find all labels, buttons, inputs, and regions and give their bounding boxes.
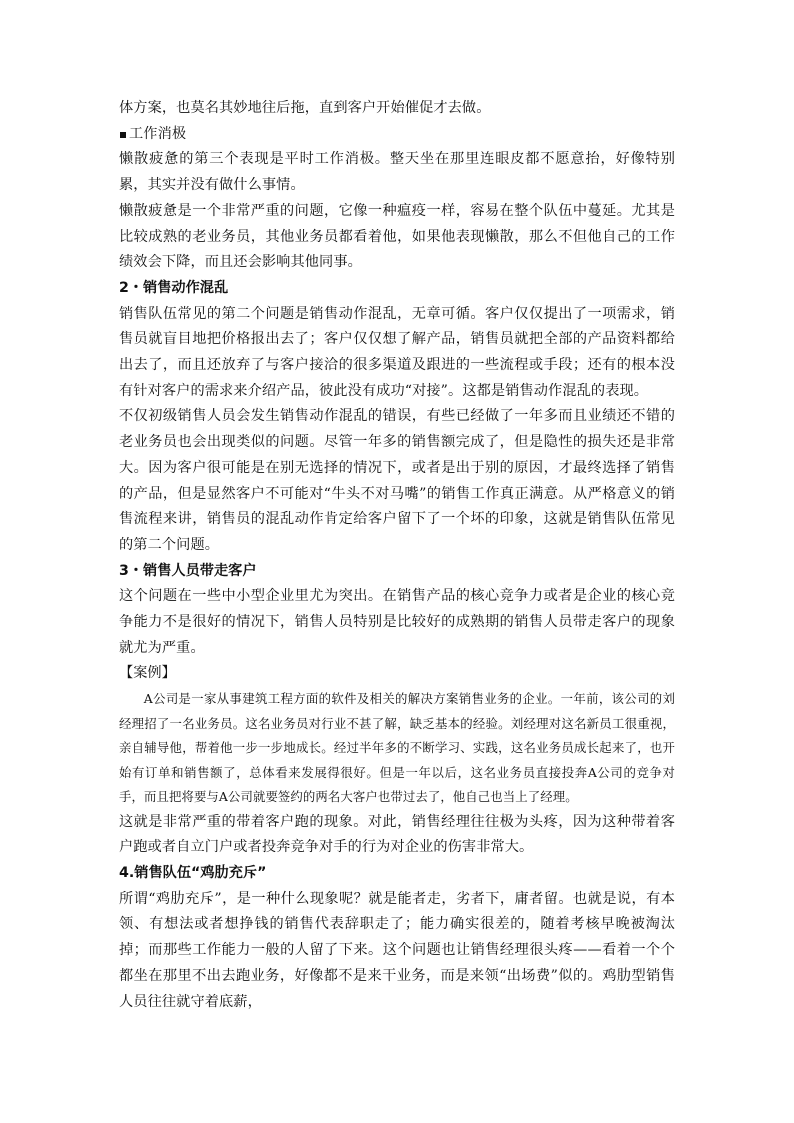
- heading-4: 4.销售队伍“鸡肋充斥”: [119, 865, 267, 882]
- paragraph-lazy-summary: 懒散疲惫是一个非常严重的问题，它像一种瘟疫一样，容易在整个队伍中蔓延。尤其是比较成熟的老业务员，其他业务员都看着他，如果他表现懒散，那么不但他自己的工作绩效会下降，而且还会影响其他同事。: [119, 202, 675, 271]
- sub-heading-lazy: [119, 122, 675, 148]
- heading-2: 2・销售动作混乱: [119, 279, 229, 296]
- square-bullet-icon: [120, 132, 126, 138]
- sub-heading-lazy-label: 工作消极: [129, 125, 187, 142]
- paragraph-lazy-tail: 体方案，也莫名其妙地往后拖，直到客户开始催促才去做。: [119, 100, 491, 116]
- paragraph-2b: 不仅初级销售人员会发生销售动作混乱的错误，有些已经做了一年多而且业绩还不错的老业务员也会出现类似的问题。尽管一年多的销售额完成了，但是隐性的损失还是非常大。因为客户很可能是在别无选择的情况下，或者是出于别的原因，才最终选择了销售的产品，但是显然客户不可能对“牛头不对马嘴”的销售工作真正满意。从严格意义的销售流程来讲，销售员的混乱动作肯定给客户留下了一个坏的印象，这就是销售队伍常见的第二个问题。: [119, 408, 675, 553]
- case-tag: 【案例】: [119, 665, 176, 682]
- paragraph-4a: 所谓“鸡肋充斥”，是一种什么现象呢？就是能者走，劣者下，庸者留。也就是说，有本领、有想法或者想挣钱的销售代表辞职走了；能力确实很差的，随着考核早晚被淘汰掉；而那些工作能力一般的人留了下来。这个问题也让销售经理很头疼——看着一个个都坐在那里不出去跑业务，好像都不是来干业务，而是来领“出场费”似的。鸡肋型销售人员往往就守着底薪，: [119, 890, 675, 1010]
- heading-3: 3・销售人员带走客户: [119, 562, 257, 579]
- paragraph-2a: 销售队伍常见的第二个问题是销售动作混乱，无章可循。客户仅仅提出了一项需求，销售员就盲目地把价格报出去了；客户仅仅想了解产品，销售员就把全部的产品资料都给出去了，而且还放弃了与客户接洽的很多渠道及跟进的一些流程或手段；还有的根本没有针对客户的需求来介绍产品，彼此没有成功“对接”。这都是销售动作混乱的表现。: [119, 305, 675, 399]
- case-box: [119, 687, 675, 810]
- paragraph-3b: 这就是非常严重的带着客户跑的现象。对此，销售经理往往极为头疼，因为这种带着客户跑或者自立门户或者投奔竞争对手的行为对企业的伤害非常大。: [119, 813, 675, 856]
- paragraph-3a: 这个问题在一些中小型企业里尤为突出。在销售产品的核心竞争力或者是企业的核心竞争能力不是很好的情况下，销售人员特别是比较好的成熟期的销售人员带走客户的现象就尤为严重。: [119, 588, 675, 656]
- case-text: A公司是一家从事建筑工程方面的软件及相关的解决方案销售业务的企业。一年前，该公司的刘经理招了一名业务员。这名业务员对行业不甚了解，缺乏基本的经验。刘经理对这名新员工很重视，亲自辅导他，帮着他一步一步地成长。经过半年多的不断学习、实践，这名业务员成长起来了，也开始有订单和销售额了，总体看来发展得很好。但是一年以后，这名业务员直接投奔A公司的竞争对手，而且把将要与A公司就要签约的两名大客户也带过去了，他自己也当上了经理。: [119, 691, 675, 805]
- paragraph-lazy-3: 懒散疲惫的第三个表现是平时工作消极。整天坐在那里连眼皮都不愿意抬，好像特别累，其实并没有做什么事情。: [119, 151, 675, 194]
